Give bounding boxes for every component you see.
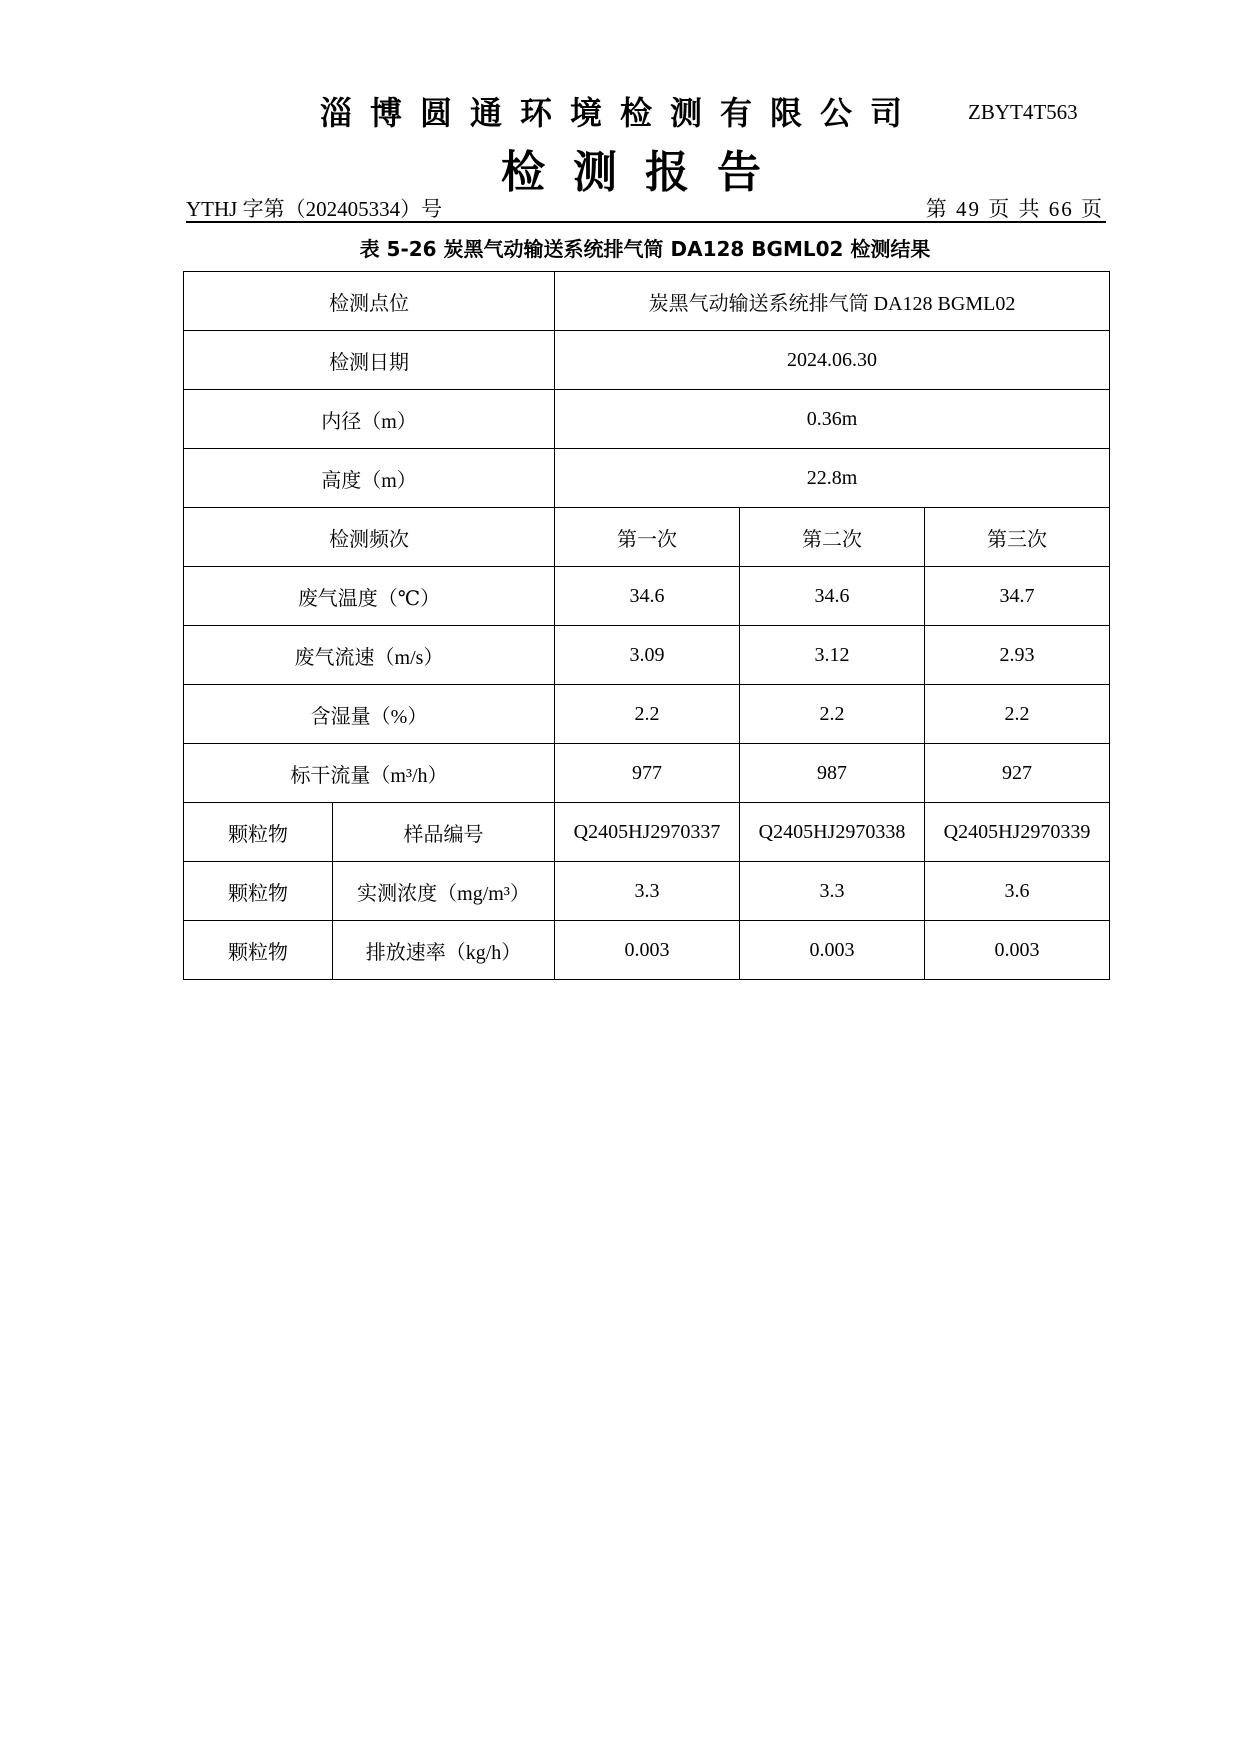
cell-value: 0.003 <box>555 921 740 980</box>
cell-value: 2.2 <box>555 685 740 744</box>
cell-value: 987 <box>740 744 925 803</box>
cell-value: 3.3 <box>740 862 925 921</box>
frequency-2: 第二次 <box>740 508 925 567</box>
cell-value: 0.003 <box>740 921 925 980</box>
row-label: 含湿量（%） <box>184 685 555 744</box>
row-label: 标干流量（m³/h） <box>184 744 555 803</box>
table-row <box>184 744 1110 803</box>
particle-label: 排放速率（kg/h） <box>333 921 555 980</box>
cell-value: 3.3 <box>555 862 740 921</box>
cell-value: Q2405HJ2970337 <box>555 803 740 862</box>
particle-item: 颗粒物 <box>184 803 333 862</box>
cell-value: 0.003 <box>925 921 1110 980</box>
cell-value: 3.12 <box>740 626 925 685</box>
table-row <box>184 272 1110 331</box>
cell-value: 3.6 <box>925 862 1110 921</box>
frequency-label: 检测频次 <box>184 508 555 567</box>
results-table <box>183 271 1110 980</box>
particle-item: 颗粒物 <box>184 862 333 921</box>
cell-value: 977 <box>555 744 740 803</box>
cell-value: 2.93 <box>925 626 1110 685</box>
page-info: 第 49 页 共 66 页 <box>925 197 1104 221</box>
row-label: 废气流速（m/s） <box>184 626 555 685</box>
date-label: 检测日期 <box>184 331 555 390</box>
table-row <box>184 331 1110 390</box>
height-label: 高度（m） <box>184 449 555 508</box>
cell-value: 34.6 <box>740 567 925 626</box>
table-row <box>184 862 1110 921</box>
frequency-3: 第三次 <box>925 508 1110 567</box>
header-rule <box>186 221 1106 223</box>
report-title: 检测报告 <box>501 147 789 198</box>
table-row <box>184 921 1110 980</box>
table-caption: 表 5-26 炭黑气动输送系统排气筒 DA128 BGML02 检测结果 <box>359 237 931 261</box>
location-label: 检测点位 <box>184 272 555 331</box>
particle-label: 样品编号 <box>333 803 555 862</box>
table-row <box>184 567 1110 626</box>
report-code: ZBYT4T563 <box>968 100 1078 124</box>
table-row <box>184 508 1110 567</box>
particle-item: 颗粒物 <box>184 921 333 980</box>
table-row <box>184 685 1110 744</box>
table-row <box>184 626 1110 685</box>
document-number: YTHJ 字第（202405334）号 <box>186 197 443 221</box>
table-row <box>184 803 1110 862</box>
frequency-1: 第一次 <box>555 508 740 567</box>
table-row <box>184 390 1110 449</box>
cell-value: 927 <box>925 744 1110 803</box>
date-value: 2024.06.30 <box>555 331 1110 390</box>
cell-value: 2.2 <box>740 685 925 744</box>
table-row <box>184 449 1110 508</box>
company-name: 淄博圆通环境检测有限公司 <box>319 94 920 132</box>
diameter-label: 内径（m） <box>184 390 555 449</box>
row-label: 废气温度（℃） <box>184 567 555 626</box>
height-value: 22.8m <box>555 449 1110 508</box>
cell-value: 3.09 <box>555 626 740 685</box>
particle-label: 实测浓度（mg/m³） <box>333 862 555 921</box>
cell-value: 34.7 <box>925 567 1110 626</box>
cell-value: Q2405HJ2970339 <box>925 803 1110 862</box>
diameter-value: 0.36m <box>555 390 1110 449</box>
cell-value: Q2405HJ2970338 <box>740 803 925 862</box>
cell-value: 2.2 <box>925 685 1110 744</box>
location-value: 炭黑气动输送系统排气筒 DA128 BGML02 <box>555 272 1110 331</box>
cell-value: 34.6 <box>555 567 740 626</box>
